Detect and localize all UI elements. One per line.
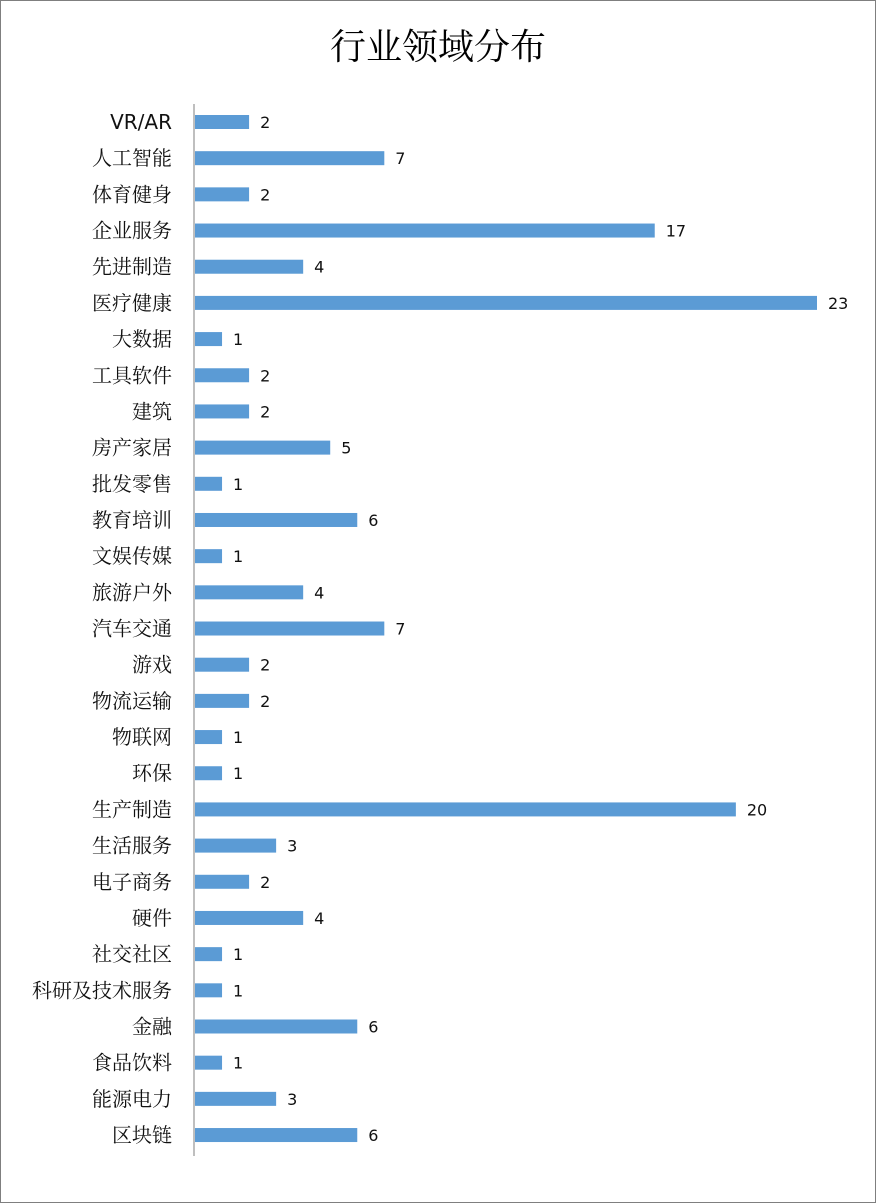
value-label: 1 (233, 547, 244, 567)
category-label: 文娱传媒 (92, 544, 172, 569)
category-label: 游戏 (132, 652, 172, 677)
bar-22 (195, 911, 303, 925)
category-label: 企业服务 (92, 218, 172, 243)
bar-7 (195, 368, 249, 382)
bar-chart (1, 1, 875, 1202)
value-label: 6 (368, 1126, 379, 1146)
value-label: 2 (260, 872, 271, 892)
bar-11 (195, 513, 357, 527)
value-label: 1 (233, 330, 244, 350)
category-label: 电子商务 (92, 869, 172, 894)
bars-group (195, 115, 817, 1142)
bar-16 (195, 694, 249, 708)
value-label: 2 (260, 113, 271, 132)
category-label: 批发零售 (92, 471, 172, 496)
bar-21 (195, 875, 249, 889)
bar-28 (195, 1128, 357, 1142)
value-label: 4 (314, 257, 325, 277)
bar-18 (195, 766, 222, 780)
bar-26 (195, 1056, 222, 1070)
bar-6 (195, 332, 222, 346)
bar-17 (195, 730, 222, 744)
bar-3 (195, 224, 655, 238)
bar-14 (195, 622, 384, 636)
bar-13 (195, 585, 303, 599)
bar-27 (195, 1092, 276, 1106)
value-label: 23 (828, 293, 849, 313)
category-label: 物联网 (112, 725, 172, 750)
bar-1 (195, 151, 384, 165)
category-label: 人工智能 (92, 146, 172, 171)
value-label: 3 (287, 836, 298, 856)
bar-8 (195, 404, 249, 418)
bar-15 (195, 658, 249, 672)
value-label: 7 (395, 149, 406, 169)
bar-0 (195, 115, 249, 129)
value-label: 1 (233, 1053, 244, 1073)
value-label: 6 (368, 1017, 379, 1037)
value-label: 2 (260, 402, 271, 422)
category-label: 先进制造 (92, 254, 172, 279)
bar-20 (195, 839, 276, 853)
category-label: 生活服务 (92, 833, 172, 858)
category-label: 硬件 (132, 905, 172, 930)
category-label: 生产制造 (92, 797, 172, 822)
category-label: 环保 (132, 761, 172, 786)
value-label: 5 (341, 438, 352, 458)
value-label: 4 (314, 908, 325, 928)
category-label: 食品饮料 (92, 1050, 172, 1075)
value-label: 1 (233, 764, 244, 784)
category-label: 能源电力 (92, 1086, 172, 1111)
value-label: 2 (260, 691, 271, 711)
category-label: 物流运输 (92, 688, 172, 713)
bar-4 (195, 260, 303, 274)
value-label: 17 (665, 221, 687, 241)
category-label: 大数据 (112, 327, 172, 352)
bar-24 (195, 983, 222, 997)
category-label: 社交社区 (92, 942, 172, 967)
bar-12 (195, 549, 222, 563)
value-label: 2 (260, 655, 271, 675)
chart-title: 行业领域分布 (329, 27, 547, 68)
value-label: 1 (233, 945, 244, 965)
category-label: 金融 (132, 1014, 172, 1039)
bar-10 (195, 477, 222, 491)
category-label: VR/AR (110, 110, 172, 134)
value-label: 6 (368, 510, 379, 530)
value-label: 7 (395, 619, 406, 639)
bar-2 (195, 187, 249, 201)
bar-9 (195, 441, 330, 455)
category-label: 建筑 (132, 399, 172, 424)
category-label: 工具软件 (92, 363, 172, 388)
value-label: 4 (314, 583, 325, 603)
value-label: 1 (233, 981, 244, 1001)
category-label: 科研及技术服务 (32, 978, 172, 1003)
value-label: 20 (746, 800, 768, 820)
category-label: 房产家居 (92, 435, 172, 460)
value-label: 2 (260, 366, 271, 386)
category-label: 汽车交通 (92, 616, 172, 641)
category-label: 体育健身 (92, 182, 172, 207)
bar-19 (195, 802, 736, 816)
value-label: 2 (260, 185, 271, 205)
bar-5 (195, 296, 817, 310)
bar-23 (195, 947, 222, 961)
category-label: 区块链 (112, 1123, 172, 1148)
category-label: 旅游户外 (92, 580, 172, 605)
value-label: 3 (287, 1089, 298, 1109)
category-label: 教育培训 (92, 507, 172, 532)
value-label: 1 (233, 474, 244, 494)
category-label: 医疗健康 (92, 290, 172, 315)
category-labels-group (32, 110, 173, 1147)
value-label: 1 (233, 728, 244, 748)
bar-25 (195, 1020, 357, 1034)
